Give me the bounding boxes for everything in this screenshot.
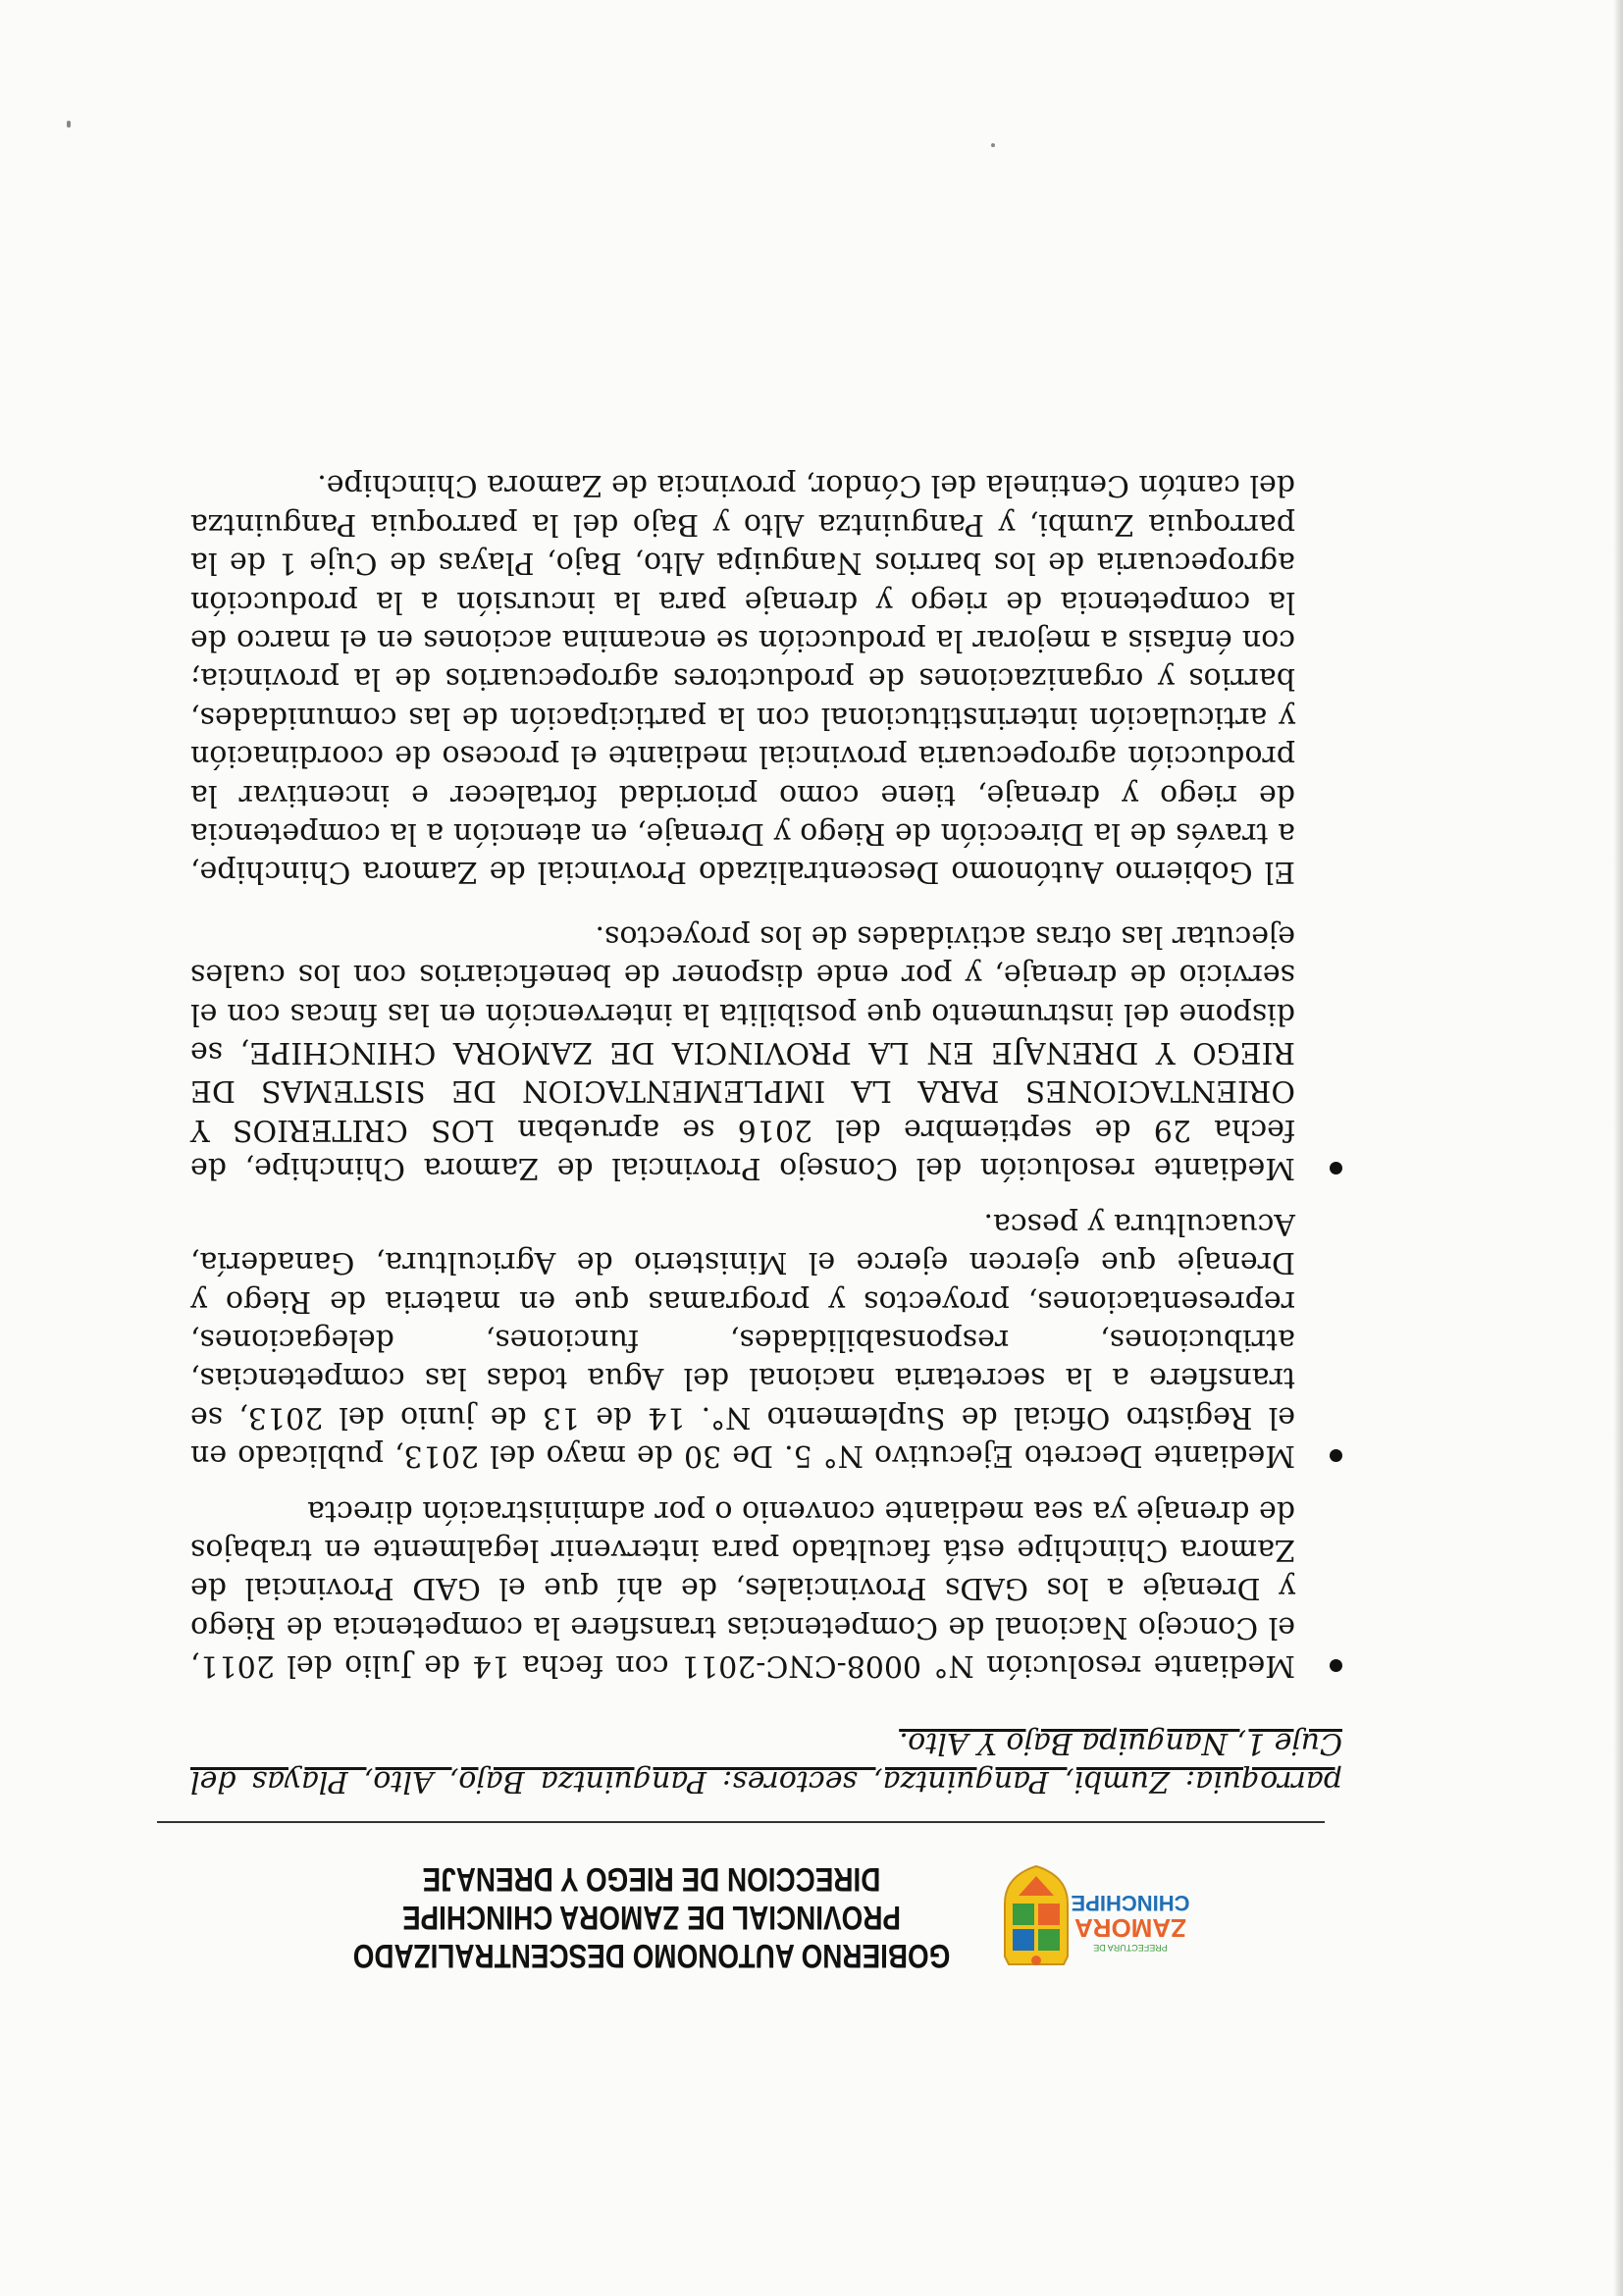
logo-small-text: PREFECTURA DE bbox=[1093, 1943, 1168, 1953]
bullet-icon bbox=[1330, 1449, 1342, 1462]
coat-of-arms-icon bbox=[1005, 1866, 1068, 1965]
letterhead bbox=[122, 1847, 1201, 1974]
logo-brand-bottom: CHINCHIPE bbox=[1071, 1891, 1190, 1915]
scan-speck bbox=[991, 143, 995, 147]
document-body bbox=[190, 466, 1348, 1800]
page-edge-shadow bbox=[1613, 0, 1623, 2296]
bullet-item-3 bbox=[190, 916, 1348, 1187]
prefecture-logo bbox=[985, 1861, 1201, 1974]
organization-title bbox=[330, 1859, 973, 1974]
scan-speck bbox=[67, 121, 71, 128]
header-divider bbox=[157, 1821, 1325, 1823]
org-line-3: DIRECCION DE RIEGO Y DRENAJE bbox=[422, 1860, 881, 1898]
bullet-text-2: Mediante Decreto Ejecutivo N° 5. De 30 de mayo del 2013, publicado en el Registro Oficial de Suplemento N°. 14 de 13 de junio del 2013, se transfiere a la secretaria nacional del Agua todas las competencias, atribuciones, responsabilidades, funciones, delegaciones, representaciones, proyectos y programas que en materia de Riego y Drenaje que ejercen ejerce el Ministerio de Agricultura, Ganadería, Acuacultura y pesca. bbox=[190, 1206, 1295, 1474]
logo-brand-top: ZAMORA bbox=[1073, 1913, 1187, 1943]
bullet-icon bbox=[1330, 1162, 1342, 1174]
bullet-item-1 bbox=[190, 1491, 1348, 1685]
org-line-2: PROVINCIAL DE ZAMORA CHINCHIPE bbox=[401, 1899, 902, 1936]
bullet-text-3: Mediante resolución del Consejo Provincial de Zamora Chinchipe, de fecha 29 de septiembre del 2016 se aprueban LOS CRITERIOS Y ORIENTACIONES PARA LA IMPLEMENTACION DE SISTEMAS DE RIEGO Y DRENAJE EN LA PROVINCIA DE ZAMORA CHINCHIPE, se dispone del instrumento que posibilita la intervención en las fincas con el servicio de drenaje, y por ende disponer de beneficiarios con los cuales ejecutar las otras actividades de los proyectos. bbox=[190, 918, 1295, 1186]
location-line: parroquia: Zumbi, Panguintza, sectores: Panguintza Bajo, Alto, Playas del Cuje 1, Nanguipa Bajo Y Alto. bbox=[190, 1725, 1342, 1799]
org-line-1: GOBIERNO AUTONOMO DESCENTRALIZADO bbox=[352, 1937, 951, 1974]
bullet-icon bbox=[1330, 1659, 1342, 1672]
bullet-item-2 bbox=[190, 1204, 1348, 1475]
bullet-text-1: Mediante resolución N° 0008-CNC-2011 con fecha 14 de Julio del 2011, el Concejo Nacional de Competencias transfiere la competencia de Riego y Drenaje a los GADs Provinciales, de ahí que el GAD Provincial de Zamora Chinchipe está facultado para intervenir legalmente en trabajos de drenaje ya sea mediante convenio o por administración directa bbox=[190, 1493, 1295, 1684]
closing-paragraph: El Gobierno Autónomo Descentralizado Provincial de Zamora Chinchipe, a través de la Dirección de Riego y Drenaje, en atención a la competencia de riego y drenaje, tiene como prioridad fortalecer e incentivar la producción agropecuaria provincial mediante el proceso de coordinación y articulación interinstitucional con la participación de las comunidades, barrios y organizaciones de productores agropecuarios de la provincia; con énfasis a mejorar la producción se encamina acciones en el marco de la competencia de riego y drenaje para la incursión a la producción agropecuaria de los barrios Nanguipa Alto, Bajo, Playas de Cuje 1 de la parroquia Zumbi, y Panguintza Alto y Bajo del la parroquia Panguintza del cantón Centinela del Cóndor, provincia de Zamora Chinchipe. bbox=[190, 468, 1295, 890]
